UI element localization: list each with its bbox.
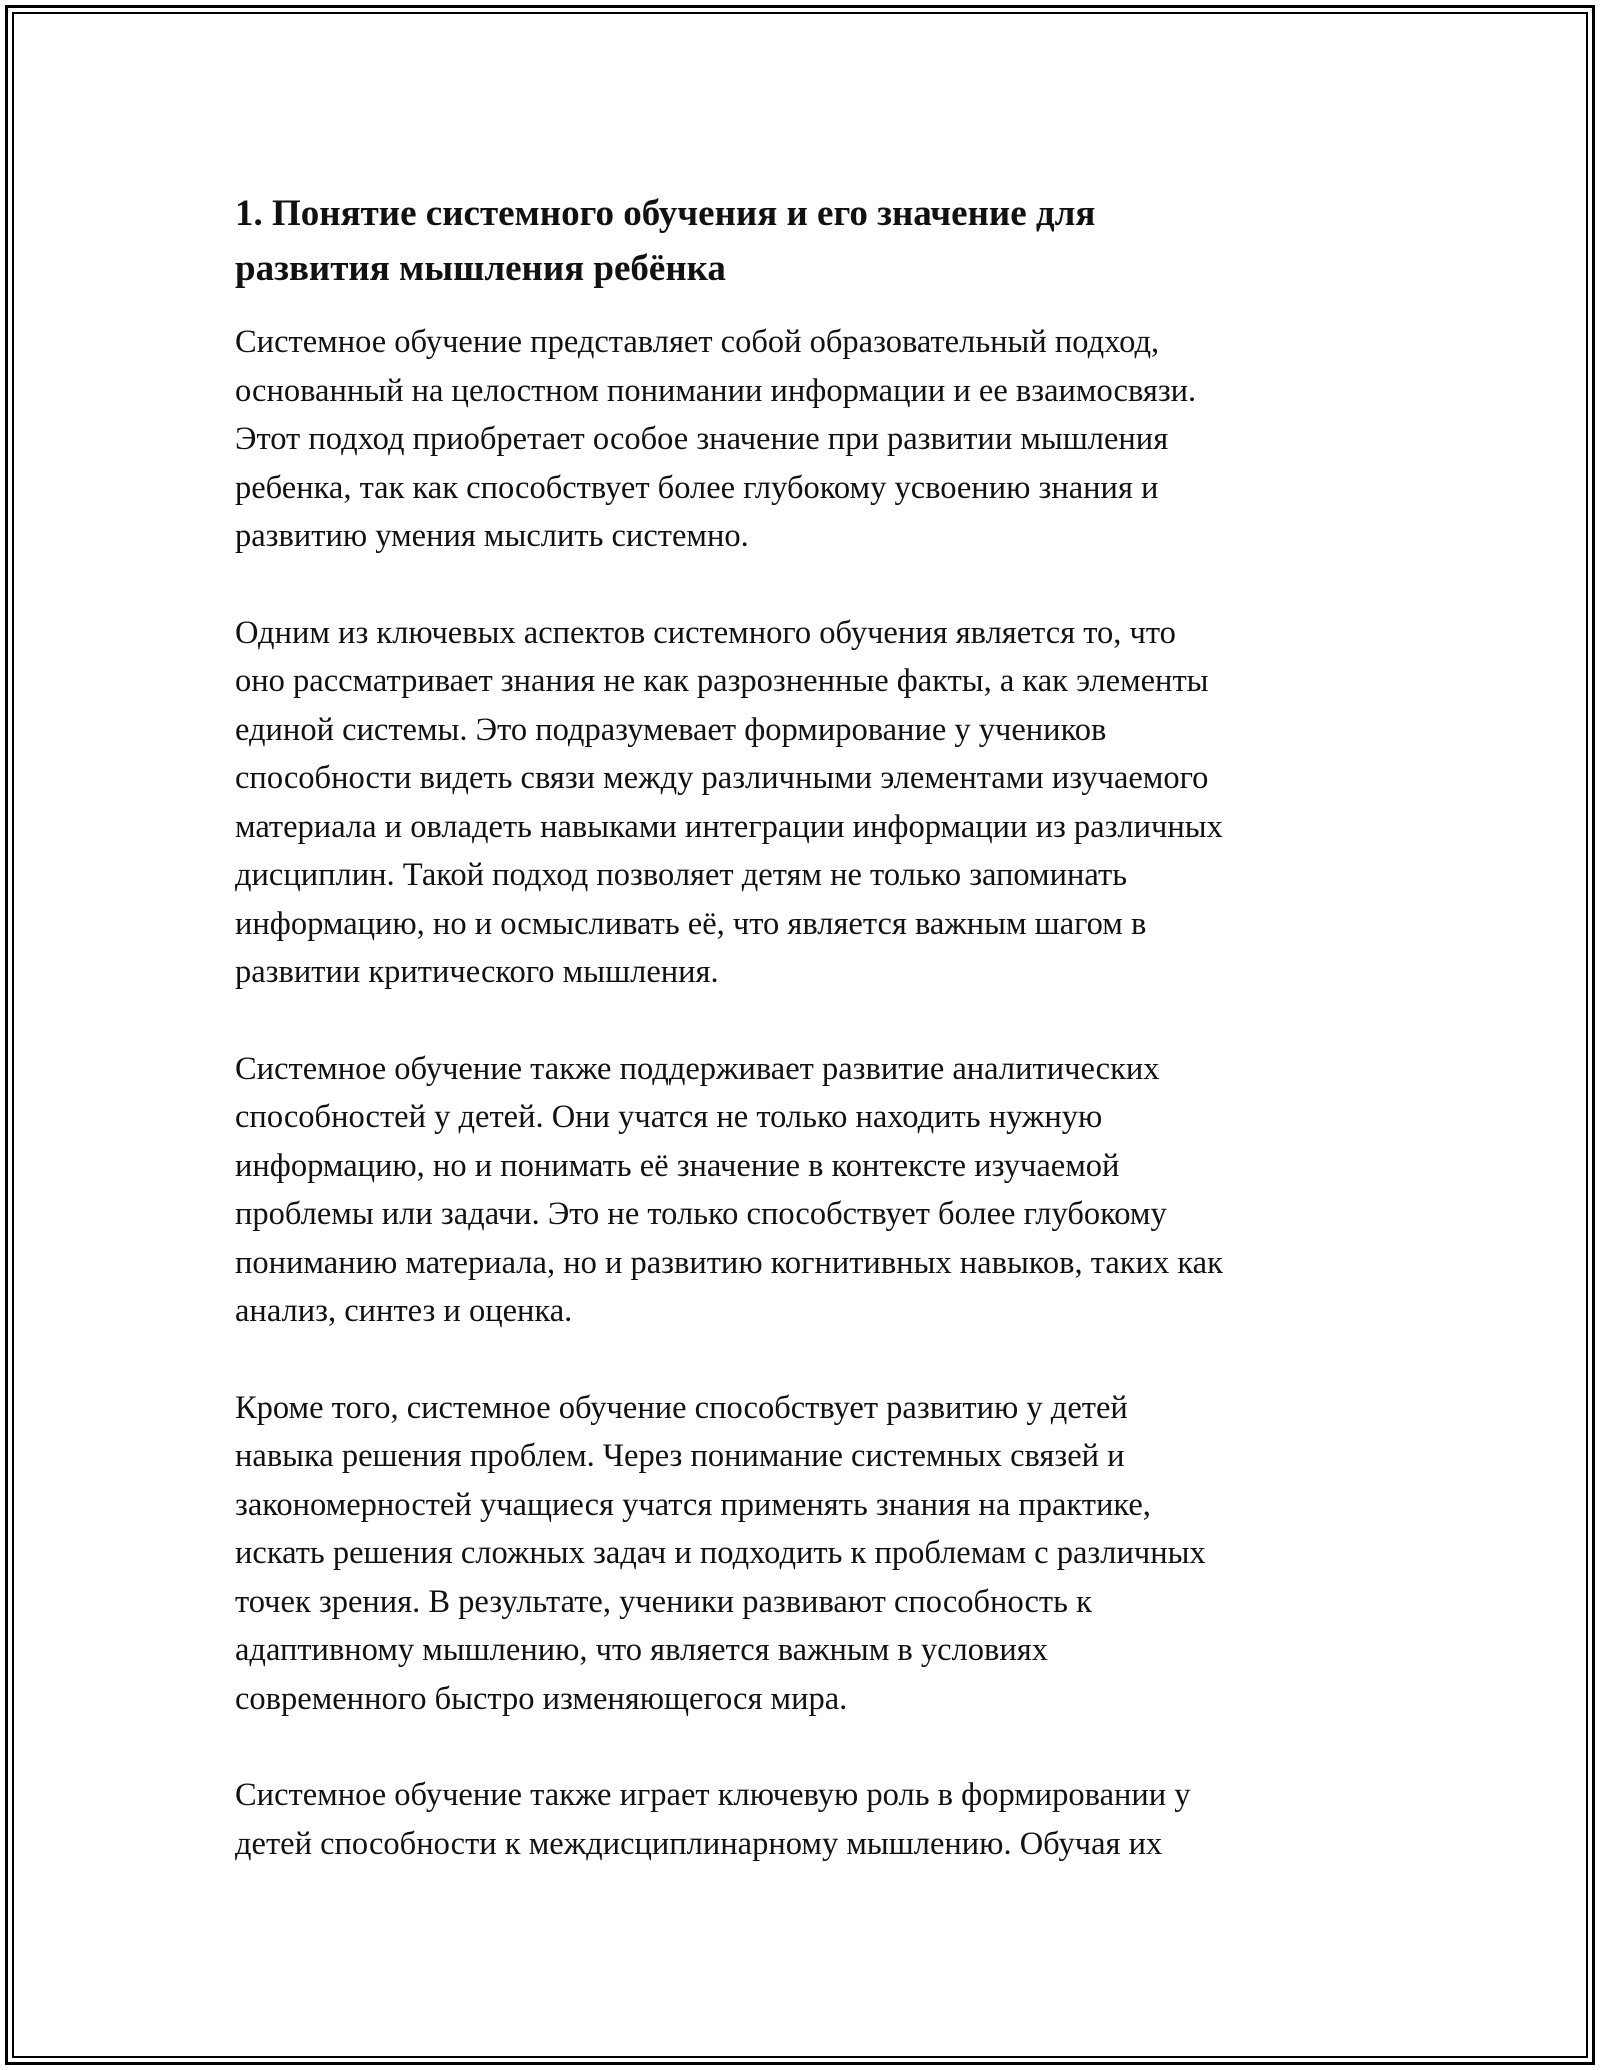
text-line: оно рассматривает знания не как разрозненные факты, а как элементы [235,663,1209,699]
text-line: Системное обучение также играет ключевую роль в формировании у [235,1777,1191,1813]
text-line: Системное обучение представляет собой образовательный подход, [235,324,1160,360]
text-line: детей способности к междисциплинарному мышлению. Обучая их [235,1825,1163,1862]
text-line: Кроме того, системное обучение способствует развитию у детей [235,1389,1128,1426]
text-line: точек зрения. В результате, ученики развивают способность к [235,1583,1092,1620]
text-line: дисциплин. Такой подход позволяет детям не только запоминать [235,857,1128,893]
text-line: способностей у детей. Они учатся не только находить нужную [235,1099,1103,1135]
text-line: Этот подход приобретает особое значение при развитии мышления [235,421,1169,457]
text-line: информацию, но и понимать её значение в контексте изучаемой [235,1147,1120,1184]
text-line: Системное обучение также поддерживает развитие аналитических [235,1050,1160,1087]
text-line: анализ, синтез и оценка. [235,1293,573,1329]
text-line: закономерностей учащиеся учатся применять знания на практике, [235,1486,1151,1523]
paragraph-4 [235,1384,1385,1724]
section-heading [235,186,1385,296]
text-line: современного быстро изменяющегося мира. [235,1680,848,1717]
paragraph-1 [235,318,1385,561]
text-line: адаптивному мышлению, что является важным в условиях [235,1632,1048,1668]
text-line: способности видеть связи между различными элементами изучаемого [235,760,1209,796]
text-line: пониманию материала, но и развитию когнитивных навыков, таких как [235,1244,1223,1281]
document-body [235,186,1385,1916]
text-line: искать решения сложных задач и подходить к проблемам с различных [235,1535,1206,1571]
heading-line: развития мышления ребёнка [235,248,726,289]
text-line: материала и овладеть навыками интеграции информации из различных [235,808,1223,845]
text-line: информацию, но и осмысливать её, что является важным шагом в [235,905,1147,942]
text-line: навыка решения проблем. Через понимание системных связей и [235,1438,1125,1474]
text-line: Одним из ключевых аспектов системного обучения является то, что [235,614,1176,651]
text-line: развитии критического мышления. [235,954,719,990]
paragraph-3 [235,1045,1385,1336]
paragraph-5 [235,1771,1385,1868]
text-line: единой системы. Это подразумевает формирование у учеников [235,711,1107,748]
text-line: развитию умения мыслить системно. [235,518,749,554]
text-line: проблемы или задачи. Это не только способствует более глубокому [235,1196,1167,1232]
heading-line: 1. Понятие системного обучения и его значение для [235,193,1096,234]
text-line: ребенка, так как способствует более глубокому усвоению знания и [235,469,1159,506]
paragraph-2 [235,609,1385,997]
text-line: основанный на целостном понимании информации и ее взаимосвязи. [235,372,1197,409]
